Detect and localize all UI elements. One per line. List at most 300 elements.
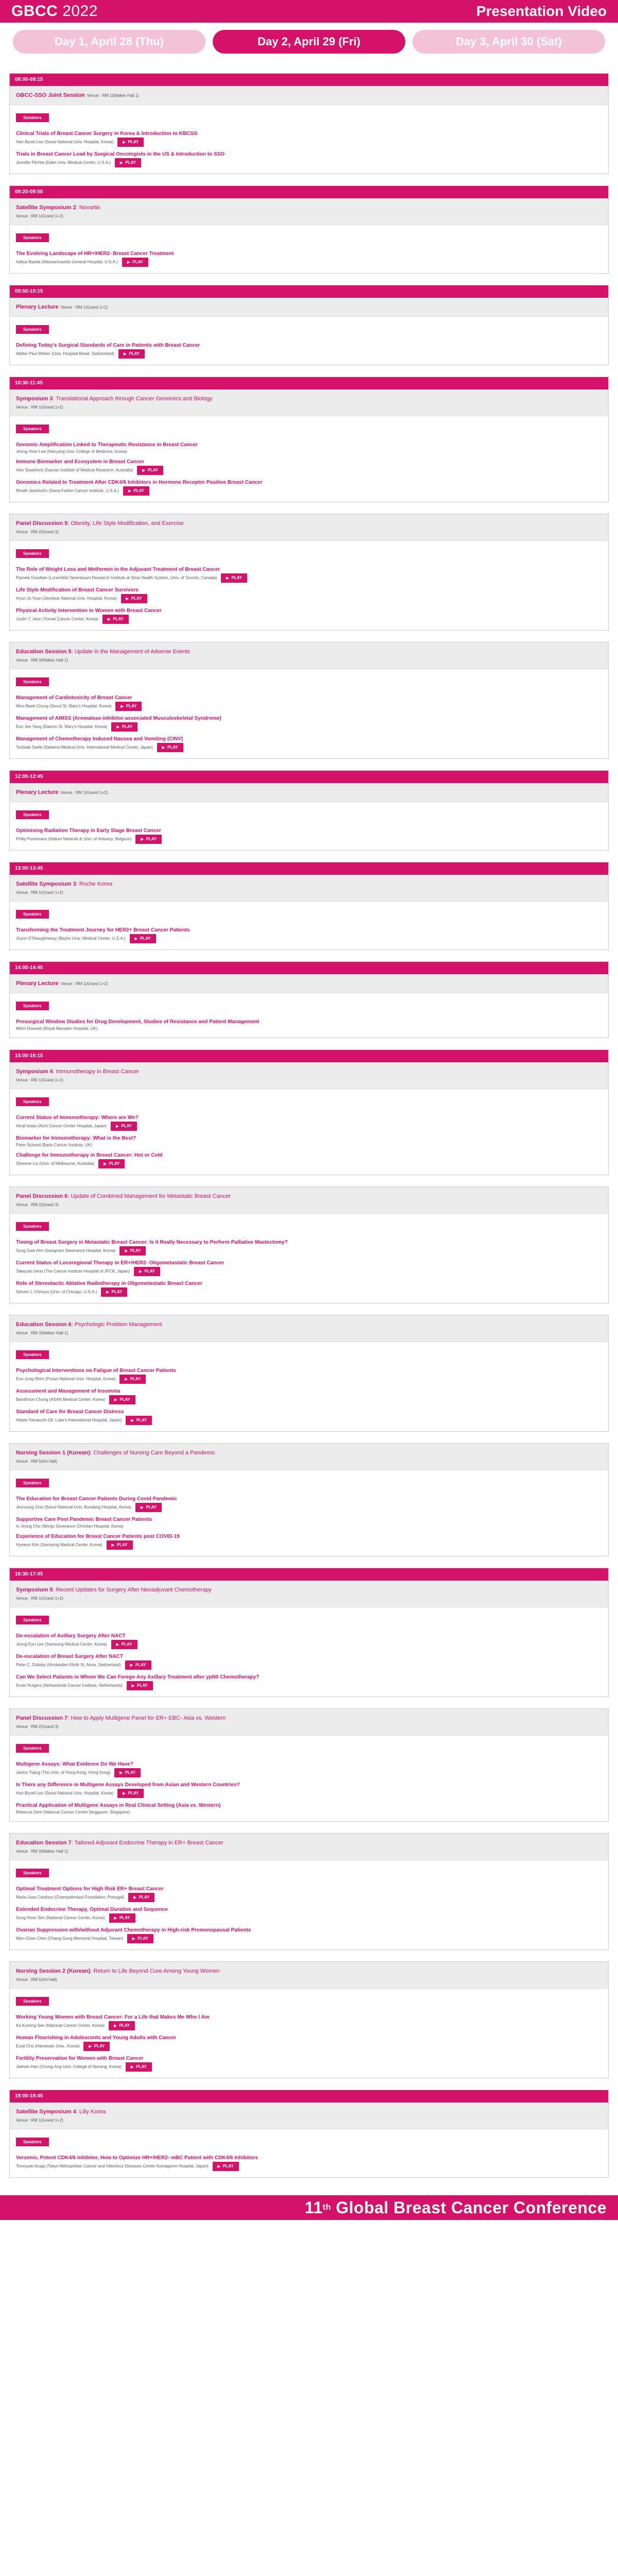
- speaker-name: Maria-Joao Cardoso (Champalimaud Foundation, Portugal): [16, 1895, 125, 1900]
- session-header: [10, 1834, 608, 1860]
- talk-speaker: [16, 2021, 602, 2030]
- brand-year: 2022: [62, 3, 98, 20]
- play-button[interactable]: ▶ PLAY: [117, 1789, 144, 1798]
- speaker-name: Rebecca Dent (National Cancer Centre Singapore, Singapore): [16, 1810, 130, 1815]
- talk-title: Can We Select Patients in Whom We Can Forego Any Axillary Treatment after ypN0 Chemotherapy?: [16, 1674, 260, 1680]
- play-button[interactable]: ▶ PLAY: [127, 1934, 153, 1943]
- talk-title: The Education for Breast Cancer Patients During Covid Pandemic: [16, 1496, 177, 1502]
- talk-speaker: [16, 2042, 602, 2051]
- speaker-name: Hyun Jo Youn (Jeonbuk National Univ. Hospital, Korea): [16, 596, 117, 601]
- session-type: Satellite Symposium 4: [16, 2109, 76, 2115]
- speakers-label: Speakers: [16, 1744, 49, 1753]
- talk-title: Transforming the Treatment Journey for HER2+ Breast Cancer Patients: [16, 927, 190, 933]
- play-button[interactable]: ▶ PLAY: [134, 1267, 160, 1276]
- brand-name: GBCC: [11, 3, 58, 20]
- play-button[interactable]: ▶ PLAY: [115, 158, 141, 167]
- talk-title: Optimal Treatment Options for High Risk ER+ Breast Cancer: [16, 1886, 164, 1892]
- session-type: Panel Discussion 6: [16, 1193, 68, 1199]
- talk-speaker: [16, 573, 602, 583]
- session-type: Satellite Symposium 3: [16, 881, 76, 887]
- play-button[interactable]: ▶ PLAY: [221, 573, 247, 583]
- speaker-name: Jeonsung Choi (Seoul National Univ. Bundang Hospital, Korea): [16, 1505, 131, 1510]
- speakers-label: Speakers: [16, 1350, 49, 1359]
- talk-item: [16, 480, 602, 496]
- session-venue: Venue : RM 1(Grand 1+2): [16, 405, 63, 410]
- session-type: Panel Discussion 7: [16, 1715, 68, 1721]
- session-venue: Venue : RM 1(Grand 1+2): [16, 890, 63, 895]
- footer-ordinal-suffix: th: [322, 2203, 331, 2212]
- session-body: [10, 1214, 608, 1303]
- talk-item: [16, 716, 602, 732]
- page-title: Presentation Video: [476, 3, 607, 19]
- talk-speaker: [16, 1640, 602, 1649]
- talk-title: Challenge for Immunotherapy in Breast Cancer: Hot or Cold: [16, 1153, 163, 1158]
- speaker-name: Mitch Dowsett (Royal Marsden Hospital, UK): [16, 1026, 98, 1031]
- talk-title: De-escalation of Breast Surgery After NACT: [16, 1654, 124, 1659]
- session-time: 09:20-09:50: [10, 186, 608, 198]
- session-body: [10, 1860, 608, 1950]
- speakers-label: Speakers: [16, 1869, 49, 1877]
- footer-conference-name: Global Breast Cancer Conference: [331, 2198, 607, 2217]
- talk-speaker: [16, 1660, 602, 1670]
- session-subtitle: : Update in the Management of Adverse Events: [71, 649, 191, 655]
- tab-day-2[interactable]: Day 2, April 29 (Fri): [213, 30, 405, 54]
- session-block: [9, 185, 609, 274]
- talk-speaker: [16, 1267, 602, 1276]
- speaker-name: Han-Byoel Lee (Seoul National Univ. Hospital, Korea): [16, 140, 114, 145]
- talk-title: Extended Endocrine Therapy, Optimal Duration and Sequence: [16, 1907, 168, 1912]
- speakers-label: Speakers: [16, 1616, 49, 1624]
- speaker-name: Sung Gwe Ahn (Gangnam Severance Hospital, Korea): [16, 1248, 116, 1253]
- talk-item: [16, 1927, 602, 1943]
- talk-speaker: [16, 1540, 602, 1550]
- talk-item: [16, 1281, 602, 1297]
- speaker-name: Aditya Bardia (Massachusetts General Hospital, U.S.A.): [16, 260, 118, 265]
- talk-speaker: [16, 138, 602, 147]
- talk-speaker: [16, 1893, 602, 1902]
- session-block: [9, 642, 609, 759]
- talk-speaker: [16, 743, 602, 752]
- talk-speaker: [16, 615, 602, 624]
- session-body: [10, 225, 608, 273]
- speakers-label: Speakers: [16, 1479, 49, 1487]
- speaker-name: Ka Kyeong Seo (National Cancer Center, Korea): [16, 2023, 105, 2028]
- talk-title: Genomic Amplification Linked to Therapeutic Resistance in Breast Cancer: [16, 442, 198, 448]
- talk-speaker: [16, 1913, 602, 1923]
- session-type: Symposium 4: [16, 1069, 53, 1075]
- talk-item: [16, 442, 602, 454]
- session-venue: Venue : RM 5(Art Hall): [16, 1977, 58, 1982]
- play-button[interactable]: ▶ PLAY: [102, 615, 129, 624]
- play-button[interactable]: ▶ PLAY: [109, 1913, 135, 1923]
- session-body: [10, 902, 608, 950]
- talk-speaker: [16, 1681, 602, 1690]
- speaker-name: In Jeong Cho (Wonju Severance Christian Hospital, Korea): [16, 1524, 124, 1529]
- play-button[interactable]: ▶ PLAY: [114, 1768, 141, 1777]
- speaker-name: Tomoyuki Aruga (Tokyo Metropolitan Cancer and Infectious Diseases Center Komagome Hospital, Japan): [16, 2164, 209, 2169]
- talk-item: [16, 1907, 602, 1923]
- session-block: [9, 862, 609, 950]
- play-button[interactable]: ▶ PLAY: [127, 1681, 153, 1690]
- speakers-label: Speakers: [16, 677, 49, 686]
- session-list: [0, 73, 618, 2178]
- talk-title: Management of Chemotherapy Induced Nausea and Vomiting (CINV): [16, 736, 183, 742]
- talk-item: [16, 1761, 602, 1777]
- talk-speaker: [16, 449, 602, 454]
- session-block: [9, 1961, 609, 2078]
- session-venue: Venue : RM 2(Grand 3): [16, 530, 59, 534]
- play-button[interactable]: ▶ PLAY: [123, 486, 149, 496]
- session-block: [9, 961, 609, 1038]
- day-tabs: [0, 23, 618, 62]
- talk-speaker: [16, 1503, 602, 1512]
- session-time: 12:00-12:45: [10, 771, 608, 783]
- session-body: [10, 1736, 608, 1821]
- talk-title: Biomarker for Immunotherapy: What is the Best?: [16, 1136, 136, 1141]
- session-subtitle: : Return to Life Beyond Cure Among Young Women: [90, 1968, 220, 1974]
- play-button[interactable]: ▶ PLAY: [83, 2042, 110, 2051]
- speakers-label: Speakers: [16, 810, 49, 819]
- play-button[interactable]: ▶ PLAY: [111, 722, 138, 732]
- talk-title: Human Flourishing in Adolescents and Young Adults with Cancer: [16, 2035, 177, 2041]
- speaker-name: Eun Jee Yang (Daerim St. Mary's Hospital, Korea): [16, 724, 108, 730]
- speaker-name: Alex Swarbrick (Garvan Institute of Medical Research, Australia): [16, 468, 133, 473]
- session-venue: Venue : RM 2(Grand 3): [16, 1202, 59, 1207]
- speaker-name: Peter Schmid (Barts Cancer Institute, UK): [16, 1143, 93, 1147]
- talk-speaker: [16, 1122, 602, 1131]
- play-button[interactable]: ▶ PLAY: [125, 1660, 151, 1670]
- talk-title: Psychological Interventions on Fatigue of Breast Cancer Patients: [16, 1368, 176, 1374]
- session-type: Plenary Lecture: [16, 980, 59, 987]
- talk-title: Assessment and Management of Insomnia: [16, 1388, 121, 1394]
- play-button[interactable]: ▶ PLAY: [109, 1395, 135, 1404]
- talk-title: Supportive Care Post Pandemic Breast Cancer Patients: [16, 1517, 152, 1522]
- talk-item: [16, 2035, 602, 2051]
- talk-speaker: [16, 1789, 602, 1798]
- session-subtitle: : Challenges of Nursing Care Beyond a Pandemic: [90, 1450, 216, 1456]
- play-button[interactable]: ▶ PLAY: [135, 835, 162, 844]
- play-button[interactable]: ▶ PLAY: [213, 2162, 239, 2171]
- session-venue: Venue : RM 1(Walker Hall 1): [87, 93, 139, 98]
- speaker-name: Jennifer Plichta (Duke Univ. Medical Center, U.S.A.): [16, 160, 111, 165]
- play-button[interactable]: ▶ PLAY: [109, 2021, 135, 2030]
- play-button[interactable]: ▶ PLAY: [118, 349, 145, 359]
- talk-item: [16, 1115, 602, 1131]
- session-header: [10, 1187, 608, 1214]
- play-button[interactable]: ▶ PLAY: [121, 594, 147, 603]
- tab-day-1[interactable]: Day 1, April 28 (Thu): [13, 30, 205, 54]
- talk-speaker: [16, 1287, 602, 1297]
- talk-title: Immune Biomarker and Ecosystem in Breast Cancer: [16, 459, 144, 465]
- session-type: Education Session 5: [16, 649, 72, 655]
- talk-title: Working Young Women with Breast Cancer: For a Life that Makes Me Who I Am: [16, 2014, 210, 2020]
- talk-item: [16, 1633, 602, 1649]
- talk-item: [16, 1368, 602, 1384]
- session-header: [10, 198, 608, 225]
- talk-speaker: [16, 702, 602, 711]
- talk-item: [16, 1153, 602, 1168]
- speaker-name: Eunji Cho (Hanseatic Univ., Korea): [16, 2044, 80, 2049]
- talk-item: [16, 2014, 602, 2030]
- play-button[interactable]: ▶ PLAY: [128, 1893, 154, 1902]
- session-body: [10, 1089, 608, 1175]
- session-subtitle: : Roche Korea: [76, 881, 113, 887]
- speakers-label: Speakers: [16, 233, 49, 242]
- session-block: [9, 1187, 609, 1303]
- header-bar: [0, 0, 618, 23]
- play-button[interactable]: ▶ PLAY: [111, 1640, 138, 1649]
- talk-speaker: [16, 1768, 602, 1777]
- talk-speaker: [16, 466, 602, 475]
- tab-day-3[interactable]: Day 3, April 30 (Sat): [413, 30, 605, 54]
- session-block: [9, 285, 609, 365]
- session-block: [9, 770, 609, 851]
- talk-title: Genomics Related to Treatment After CDK4/6 Inhibitors in Hormone Receptor Positive Breast Cancer: [16, 480, 263, 485]
- session-time: 14:00-14:45: [10, 962, 608, 974]
- talk-speaker: [16, 1934, 602, 1943]
- session-body: [10, 1342, 608, 1431]
- session-header: [10, 875, 608, 902]
- speaker-name: Rinath Jeselsohn (Dana-Farber Cancer Institute, U.S.A.): [16, 488, 119, 494]
- talk-item: [16, 608, 602, 624]
- session-body: [10, 105, 608, 174]
- session-subtitle: : Obesity, Life Style Modification, and Exercise: [67, 520, 184, 527]
- talk-item: [16, 1388, 602, 1404]
- speaker-name: Han-Byoel Lee (Seoul National Univ. Hospital, Korea): [16, 1791, 114, 1796]
- session-type: Education Session 6: [16, 1321, 72, 1328]
- play-button[interactable]: ▶ PLAY: [130, 934, 156, 943]
- talk-speaker: [16, 835, 602, 844]
- session-block: [9, 1315, 609, 1432]
- session-header: [10, 1709, 608, 1736]
- talk-speaker: [16, 349, 602, 359]
- talk-item: [16, 1534, 602, 1550]
- play-button[interactable]: ▶ PLAY: [111, 1122, 137, 1131]
- talk-title: The Role of Weight Loss and Metformin in the Adjuvant Treatment of Breast Cancer: [16, 567, 220, 572]
- session-type: Satellite Symposium 2: [16, 205, 76, 211]
- session-subtitle: : Novartis: [76, 205, 100, 211]
- session-body: [10, 317, 608, 365]
- talk-title: Defining Today's Surgical Standards of Care in Patients with Breast Cancer: [16, 343, 200, 348]
- session-block: [9, 2090, 609, 2178]
- play-button[interactable]: ▶ PLAY: [157, 743, 183, 752]
- session-venue: Venue : RM 1(Grand 1+2): [16, 1078, 63, 1082]
- session-body: [10, 1989, 608, 2078]
- speaker-name: Jeong Eon Lee (Samsung Medical Center, Korea): [16, 1642, 107, 1647]
- talk-item: [16, 587, 602, 603]
- session-subtitle: : Lilly Korea: [76, 2109, 106, 2115]
- speaker-name: Woo-Baek Chung (Seoul St. Mary's Hospital, Korea): [16, 704, 112, 709]
- talk-title: Timing of Breast Surgery in Metastatic Breast Cancer: Is it Really Necessary to Perform Palliative Mastectomy?: [16, 1240, 288, 1245]
- session-time: 16:30-17:45: [10, 1568, 608, 1581]
- talk-item: [16, 251, 602, 267]
- play-button[interactable]: ▶ PLAY: [122, 258, 148, 267]
- speaker-name: Philip Poortmans (Iridium Network & Univ. of Antwerp, Belgium): [16, 837, 132, 842]
- talk-item: [16, 927, 602, 943]
- speakers-label: Speakers: [16, 549, 49, 558]
- speaker-name: Walter Paul Weber (Univ. Hospital Basel, Switzerland): [16, 351, 115, 357]
- talk-title: The Evolving Landscape of HR+/HER2- Breast Cancer Treatment: [16, 251, 174, 257]
- session-venue: Venue : RM 3(Walker Hall 1): [16, 658, 68, 663]
- talk-title: Management of AIMSS (Aromatase-inhibitor-associated Musculoskeletal Syndrome): [16, 716, 221, 721]
- session-block: [9, 1708, 609, 1822]
- session-venue: Venue : RM 3(Walker Hall 1): [16, 1849, 68, 1854]
- play-button[interactable]: ▶ PLAY: [115, 702, 142, 711]
- session-body: [10, 1470, 608, 1556]
- talk-speaker: [16, 1026, 602, 1031]
- play-button[interactable]: ▶ PLAY: [119, 1246, 146, 1256]
- talk-item: [16, 1496, 602, 1512]
- session-time: 09:50-10:15: [10, 285, 608, 298]
- talk-title: Role of Stereotactic Ablative Radiotherapy in Oligometastatic Breast Cancer: [16, 1281, 202, 1286]
- play-button[interactable]: ▶ PLAY: [117, 138, 144, 147]
- talk-title: Clinical Trials of Breast Cancer Surgery in Korea & Introduction to KBCSG: [16, 131, 198, 137]
- session-time: 18:00-18:45: [10, 2090, 608, 2103]
- talk-title: Verzenio, Potent CDK4/6 Inhibitor, How to Optimize HR+/HER2- mBC Patient with CDK4/6 Inhibitors: [16, 2155, 258, 2161]
- session-type: Panel Discussion 5: [16, 520, 68, 527]
- play-button[interactable]: ▶ PLAY: [137, 466, 163, 475]
- talk-speaker: [16, 258, 602, 267]
- session-type: Nursing Session 1 (Korean): [16, 1450, 91, 1456]
- talk-speaker: [16, 1375, 602, 1384]
- talk-title: Optimising Radiation Therapy in Early Stage Breast Cancer: [16, 828, 161, 834]
- speaker-name: Wen-Chen Chen (Chang Gung Memorial Hospital, Taiwan): [16, 1936, 123, 1941]
- session-body: [10, 1607, 608, 1697]
- speaker-name: Emiel Rutgers (Netherlands Cancer Institute, Netherlands): [16, 1683, 123, 1688]
- talk-title: Life Style Modification of Breast Cancer Survivors: [16, 587, 139, 593]
- talk-title: Is There any Difference in Multigene Assays Developed from Asian and Western Countries?: [16, 1782, 240, 1788]
- talk-item: [16, 1136, 602, 1148]
- session-header: [10, 642, 608, 669]
- session-type: Plenary Lecture: [16, 304, 59, 310]
- talk-title: Current Status of Locoregional Therapy in ER+/HER2- Oligometastatic Breast Cancer: [16, 1260, 225, 1266]
- talk-title: Current Status of Immunotherapy: Where are We?: [16, 1115, 139, 1121]
- speakers-label: Speakers: [16, 1222, 49, 1231]
- talk-item: [16, 1260, 602, 1276]
- talk-speaker: [16, 1246, 602, 1256]
- play-button[interactable]: ▶ PLAY: [119, 1375, 146, 1384]
- talk-speaker: [16, 158, 602, 167]
- talk-item: [16, 1019, 602, 1031]
- speaker-name: Bandhoon Chung (ASAN Medical Center, Korea): [16, 1397, 105, 1402]
- session-time: 15:00-16:15: [10, 1050, 608, 1062]
- play-button[interactable]: ▶ PLAY: [101, 1287, 127, 1297]
- speaker-name: Takayuki Ueno (The Cancer Institute Hospital of JFCR, Japan): [16, 1269, 130, 1274]
- session-body: [10, 993, 608, 1038]
- session-venue: Venue : RM 5(Art Hall): [16, 1459, 58, 1464]
- talk-title: Multigene Assays: What Evidence Do We Have?: [16, 1761, 133, 1767]
- session-venue: Venue : RM 2(Grand 3): [16, 1724, 59, 1729]
- session-type: Symposium 3: [16, 396, 53, 402]
- speakers-label: Speakers: [16, 2138, 49, 2146]
- talk-item: [16, 1654, 602, 1670]
- session-venue: Venue : RM 1(Grand 1+2): [16, 1596, 63, 1601]
- session-block: [9, 1443, 609, 1556]
- talk-title: Management of Cardiotoxicity of Breast Cancer: [16, 695, 132, 701]
- speaker-name: Justin Y. Jeon (Yonsei Cancer Center, Korea): [16, 617, 98, 622]
- talk-title: Ovarian Suppression with/without Adjuvant Chemotherapy in High-risk Premenopausal Patients: [16, 1927, 251, 1933]
- session-block: [9, 73, 609, 174]
- session-header: [10, 298, 608, 317]
- session-header: [10, 1962, 608, 1989]
- session-header: [10, 86, 608, 105]
- session-subtitle: : Immunotherapy in Breast Cancer: [53, 1069, 140, 1075]
- session-header: [10, 1581, 608, 1607]
- session-venue: Venue : RM 1(Grand 1+2): [16, 2118, 63, 2123]
- speaker-name: Eun-Jung Shim (Pusan National Univ. Hospital, Korea): [16, 1377, 116, 1382]
- speaker-name: Hideki Yamauchi (St. Luke's International Hospital, Japan): [16, 1418, 122, 1423]
- speaker-name: Steven J. Chmura (Univ. of Chicago, U.S.A.): [16, 1290, 97, 1295]
- session-header: [10, 1062, 608, 1089]
- talk-title: Trials in Breast Cancer Lead by Surgical Oncologists in the US & Introduction to SSO: [16, 151, 225, 157]
- talk-title: Standard of Care for Breast Cancer Distress: [16, 1409, 124, 1415]
- brand-logo[interactable]: [11, 3, 98, 20]
- talk-item: [16, 131, 602, 147]
- talk-item: [16, 828, 602, 844]
- play-button[interactable]: ▶ PLAY: [107, 1540, 133, 1550]
- play-button[interactable]: ▶ PLAY: [126, 2062, 152, 2072]
- talk-speaker: [16, 934, 602, 943]
- session-body: [10, 669, 608, 758]
- session-venue: Venue : RM 1(Grand 1+2): [60, 790, 108, 795]
- play-button[interactable]: ▶ PLAY: [126, 1416, 152, 1425]
- session-venue: Venue : RM 1(Grand 1+2): [60, 305, 108, 310]
- speaker-name: Jeong-Yeon Lee (Hanyang Univ. College of Medicine, Korea): [16, 449, 127, 454]
- talk-item: [16, 1409, 602, 1425]
- session-venue: Venue : RM 3(Walker Hall 1): [16, 1331, 68, 1335]
- speakers-label: Speakers: [16, 113, 49, 122]
- speaker-name: Janice Tsang (The Univ. of Hong Kong, Hong Kong): [16, 1770, 111, 1775]
- session-subtitle: : Recent Updates for Surgery After Neoadjuvant Chemotherapy: [53, 1587, 212, 1593]
- talk-item: [16, 695, 602, 711]
- session-subtitle: : How to Apply Multigene Panel for ER+ EBC- Asia vs. Western: [67, 1715, 226, 1721]
- speakers-label: Speakers: [16, 1097, 49, 1106]
- talk-item: [16, 2155, 602, 2171]
- talk-item: [16, 1674, 602, 1690]
- speaker-name: Toshiaki Saeki (Saitama Medical Univ. International Medical Center, Japan): [16, 745, 153, 750]
- speaker-name: Sung Hoon Sim (National Cancer Center, Korea): [16, 1916, 105, 1921]
- talk-speaker: [16, 1142, 602, 1148]
- session-block: [9, 1833, 609, 1950]
- speaker-name: Jaehee Han (Chung-Ang Univ. College of Nursing, Korea): [16, 2064, 122, 2070]
- talk-title: De-escalation of Axillary Surgery After NACT: [16, 1633, 126, 1639]
- session-subtitle: : Tailored Adjuvant Endocrine Therapy in ER+ Breast Cancer: [71, 1840, 224, 1846]
- session-body: [10, 541, 608, 630]
- talk-title: Physical Activity Intervention in Women with Breast Cancer: [16, 608, 162, 614]
- speakers-label: Speakers: [16, 425, 49, 433]
- speakers-label: Speakers: [16, 325, 49, 334]
- talk-title: Experience of Education for Breast Cancer Patients post COVID-19: [16, 1534, 180, 1539]
- session-header: [10, 389, 608, 416]
- talk-title: Fertility Preservation for Women with Breast Cancer: [16, 2056, 144, 2061]
- session-header: [10, 783, 608, 802]
- talk-item: [16, 151, 602, 167]
- play-button[interactable]: ▶ PLAY: [135, 1503, 162, 1512]
- talk-item: [16, 736, 602, 752]
- talk-speaker: [16, 2162, 602, 2171]
- play-button[interactable]: ▶ PLAY: [98, 1159, 125, 1168]
- talk-title: Presurgical Window Studies for Drug Development, Studies of Resistance and Patient Management: [16, 1019, 260, 1025]
- session-body: [10, 2129, 608, 2177]
- talk-item: [16, 567, 602, 583]
- session-block: [9, 514, 609, 631]
- speakers-label: Speakers: [16, 1997, 49, 2006]
- talk-speaker: [16, 1416, 602, 1425]
- session-subtitle: : Psychologic Problem Management: [71, 1321, 162, 1328]
- session-body: [10, 802, 608, 850]
- talk-speaker: [16, 1523, 602, 1529]
- talk-item: [16, 1803, 602, 1815]
